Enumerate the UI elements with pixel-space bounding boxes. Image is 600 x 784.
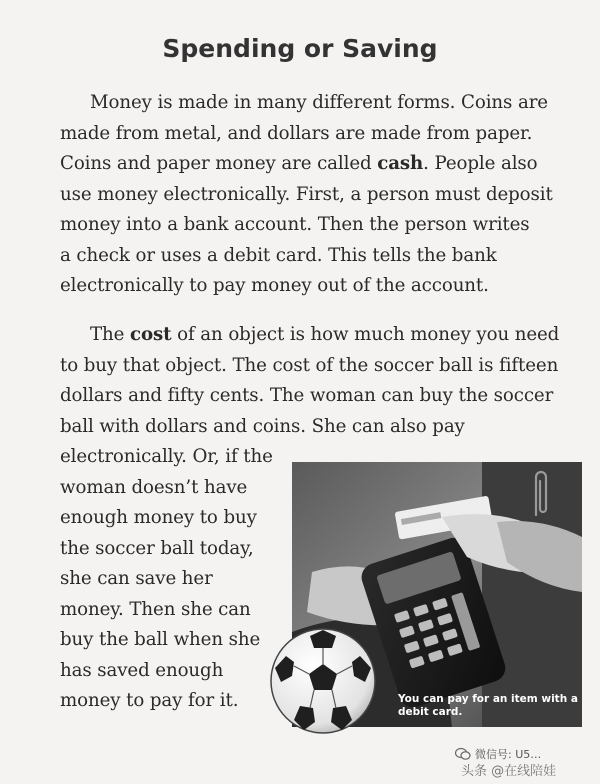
photo-caption: You can pay for an item with a debit card. [398,693,578,718]
text-run: to buy that object. The cost of the soccer ball is fifteen [60,354,559,376]
text-line [60,351,560,382]
chat-icon [455,747,471,761]
text-run: money to pay for it. [60,690,239,711]
watermark [455,746,557,779]
text-run: . People also [423,153,538,174]
text-run: money. Then she can [60,598,251,620]
text-line [60,241,560,272]
text-line [60,320,560,351]
watermark-line2: 头条 @在线陪娃 [461,764,557,779]
paperclip-icon [530,465,552,521]
text-run: woman doesn’t have [60,476,248,498]
text-line [60,119,560,150]
text-run: the soccer ball today, [60,537,254,559]
text-run: made from metal, and dollars are made from paper. [60,122,533,144]
text-line [60,88,560,119]
text-run: she can save her [60,568,213,589]
text-run: buy the ball when she [60,629,261,650]
page-title: Spending or Saving [162,34,438,63]
text-line [60,271,560,302]
text-run: Money is made in many different forms. Coins are [90,92,548,113]
text-run: Coins and paper money are called [60,153,378,174]
text-line [60,412,560,443]
soccer-ball-icon [268,626,378,736]
text-run: ball with dollars and coins. She can also pay [60,415,465,437]
text-run: dollars and fifty cents. The woman can buy the soccer [60,385,554,406]
paragraph-1 [60,88,560,302]
text-run: a check or uses a debit card. This tells the bank [60,244,497,266]
text-run: use money electronically. First, a person must deposit [60,183,553,205]
text-run: has saved enough [60,659,224,681]
text-line [60,149,560,180]
text-run: The [90,324,130,345]
text-run: money into a bank account. Then the person writes [60,214,530,235]
text-run: enough money to buy [60,507,257,528]
text-run: electronically. Or, if the [60,446,273,467]
text-line [60,180,560,211]
text-line [60,210,560,241]
text-run: electronically to pay money out of the account. [60,275,489,296]
text-run: of an object is how much money you need [171,324,560,345]
text-line [60,381,560,412]
bold-term: cash [377,153,424,174]
watermark-line1: 微信号: U5… [475,748,542,761]
bold-term: cost [130,324,172,345]
